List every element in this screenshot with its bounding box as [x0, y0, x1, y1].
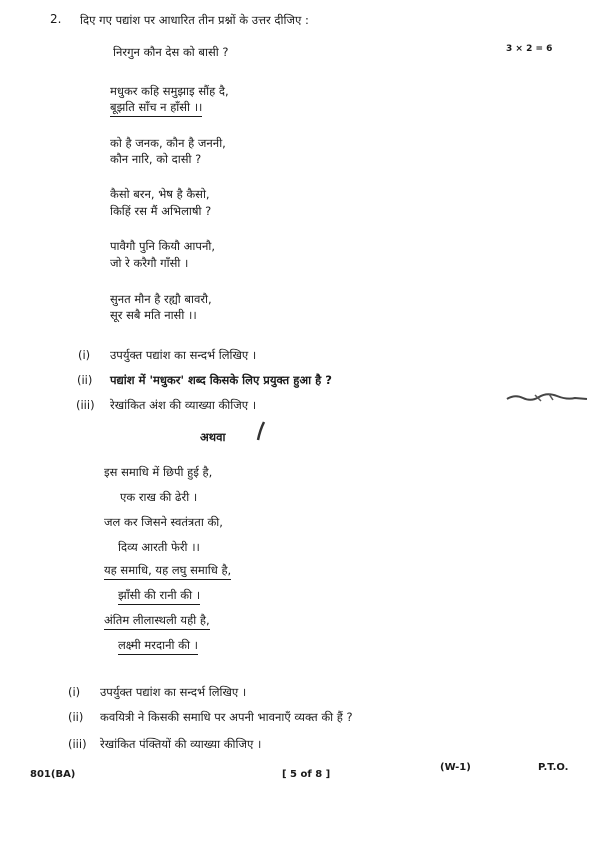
passage-line: सूर सबै मति नासी ।। [110, 308, 197, 322]
pto-label: P.T.O. [538, 762, 569, 773]
question-number: 2. [50, 12, 62, 26]
passage-line: कैसो बरन, भेष है कैसो, [110, 187, 210, 201]
passage-line-underlined: यह समाधि, यह लघु समाधि है, [104, 563, 231, 580]
page-number: [ 5 of 8 ] [282, 769, 331, 780]
question-instruction: दिए गए पद्यांश पर आधारित तीन प्रश्नों के उत्तर दीजिए : [80, 13, 309, 27]
sub-question-number: (ii) [68, 710, 84, 724]
sub-question-number: (iii) [68, 737, 87, 751]
passage-line-underlined: झाँसी की रानी की । [118, 588, 200, 605]
passage-line: दिव्य आरती फेरी ।। [118, 540, 200, 554]
passage-line: कौन नारि, को दासी ? [110, 152, 202, 166]
sub-question-text: उपर्युक्त पद्यांश का सन्दर्भ लिखिए । [100, 685, 247, 699]
passage-line: सुनत मौन है रह्यौ बावरौ, [110, 292, 212, 306]
sub-question-text: उपर्युक्त पद्यांश का सन्दर्भ लिखिए । [110, 348, 257, 362]
sub-question-text: रेखांकित पंक्तियों की व्याख्या कीजिए । [100, 737, 262, 751]
passage-line: जो रे करैगौ गाँसी । [110, 256, 189, 270]
passage-line: को है जनक, कौन है जननी, [110, 136, 226, 150]
passage-line: निरगुन कौन देस को बासी ? [113, 45, 229, 59]
sub-question-text: कवयित्री ने किसकी समाधि पर अपनी भावनाएँ व्यक्त की हैं ? [100, 710, 353, 724]
passage-line: इस समाधि में छिपी हुई है, [104, 465, 213, 479]
sub-question-number: (i) [68, 685, 81, 699]
sub-question-number: (i) [78, 348, 91, 362]
set-code: (W-1) [440, 762, 471, 773]
passage-line-underlined: बूझति साँच न हाँसी ।। [110, 100, 202, 117]
paper-code: 801(BA) [30, 769, 76, 780]
scribble-mark [505, 390, 590, 404]
passage-line-underlined: अंतिम लीलास्थली यही है, [104, 613, 210, 630]
passage-line: एक राख की ढेरी । [120, 490, 198, 504]
passage-line: जल कर जिसने स्वतंत्रता की, [104, 515, 223, 529]
or-label: अथवा [200, 430, 226, 444]
passage-line-underlined: लक्ष्मी मरदानी की । [118, 638, 198, 655]
sub-question-number: (ii) [77, 373, 93, 387]
sub-question-text: रेखांकित अंश की व्याख्या कीजिए । [110, 398, 257, 412]
marks-label: 3 × 2 = 6 [506, 44, 553, 54]
passage-line: किहिं रस मैं अभिलाषी ? [110, 204, 212, 218]
passage-line: मधुकर कहि समुझाइ सौंह दै, [110, 84, 229, 98]
sub-question-number: (iii) [76, 398, 95, 412]
pen-stroke-mark [255, 420, 267, 442]
passage-line: पावैगौ पुनि कियौ आपनौ, [110, 239, 215, 253]
sub-question-text: पद्यांश में 'मधुकर' शब्द किसके लिए प्रयुक्त हुआ है ? [110, 373, 332, 387]
